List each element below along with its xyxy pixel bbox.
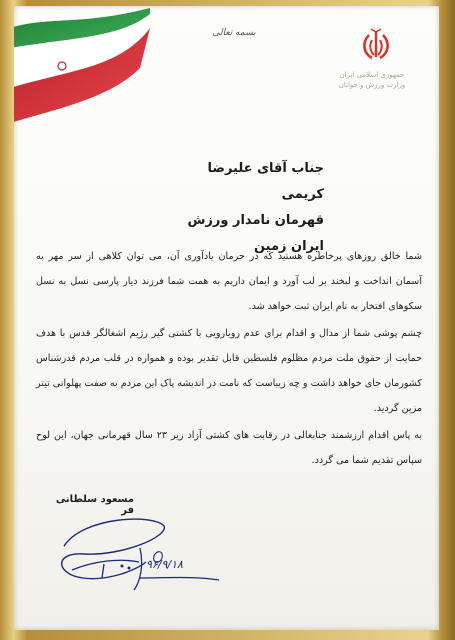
invocation: بسمه تعالی (212, 28, 256, 38)
signature-date: ۹۶/۹/۱۸ (146, 558, 183, 571)
body-paragraph: چشم پوشی شما از مدال و اقدام برای عدم رویارویی با کشتی گیر رژیم اشغالگر قدس با هدف حمایت از حقوق ملت مردم مظلوم فلسطین قابل تقدیر بوده و همواره در قلب مردم قدرشناس کشورمان جای خواهد داشت و چه زیباست که نامت در اندیشه پاک این مردم به صفت پهلوانی تیتر مزین گردید. (36, 328, 422, 414)
recipient-name: جناب آقای علیرضا کریمی (207, 161, 324, 202)
certificate-paper (14, 6, 439, 630)
letter-body (36, 244, 422, 475)
body-paragraph: به پاس اقدام ارزشمند جنابعالی در رقابت های کشتی آزاد زیر ۲۳ سال قهرمانی جهان، این لوح سپاس تقدیم شما می گردد. (36, 430, 423, 466)
handwritten-signature (44, 506, 224, 596)
iran-emblem-icon (357, 26, 395, 64)
organization-header (317, 70, 427, 90)
body-paragraph: شما خالق روزهای پرخاطره هستید که در حرمان یادآوری آن، می توان کلاهی از سر مهر به آسمان انداخت و لبخند بر لب آورد و ایمان داریم به همت شما فرزند دیار پارسی نسل به نسل سکوهای افتخار به نام ایران ثبت خواهد شد. (36, 251, 422, 312)
organization-header-text: جمهوری اسلامی ایران وزارت ورزش و جوانان (338, 71, 406, 89)
recipient-title: قهرمان نامدار ورزش ایران زمین (187, 213, 324, 254)
iran-flag-icon (14, 8, 150, 128)
signer-name: مسعود سلطانی فر (55, 494, 134, 516)
